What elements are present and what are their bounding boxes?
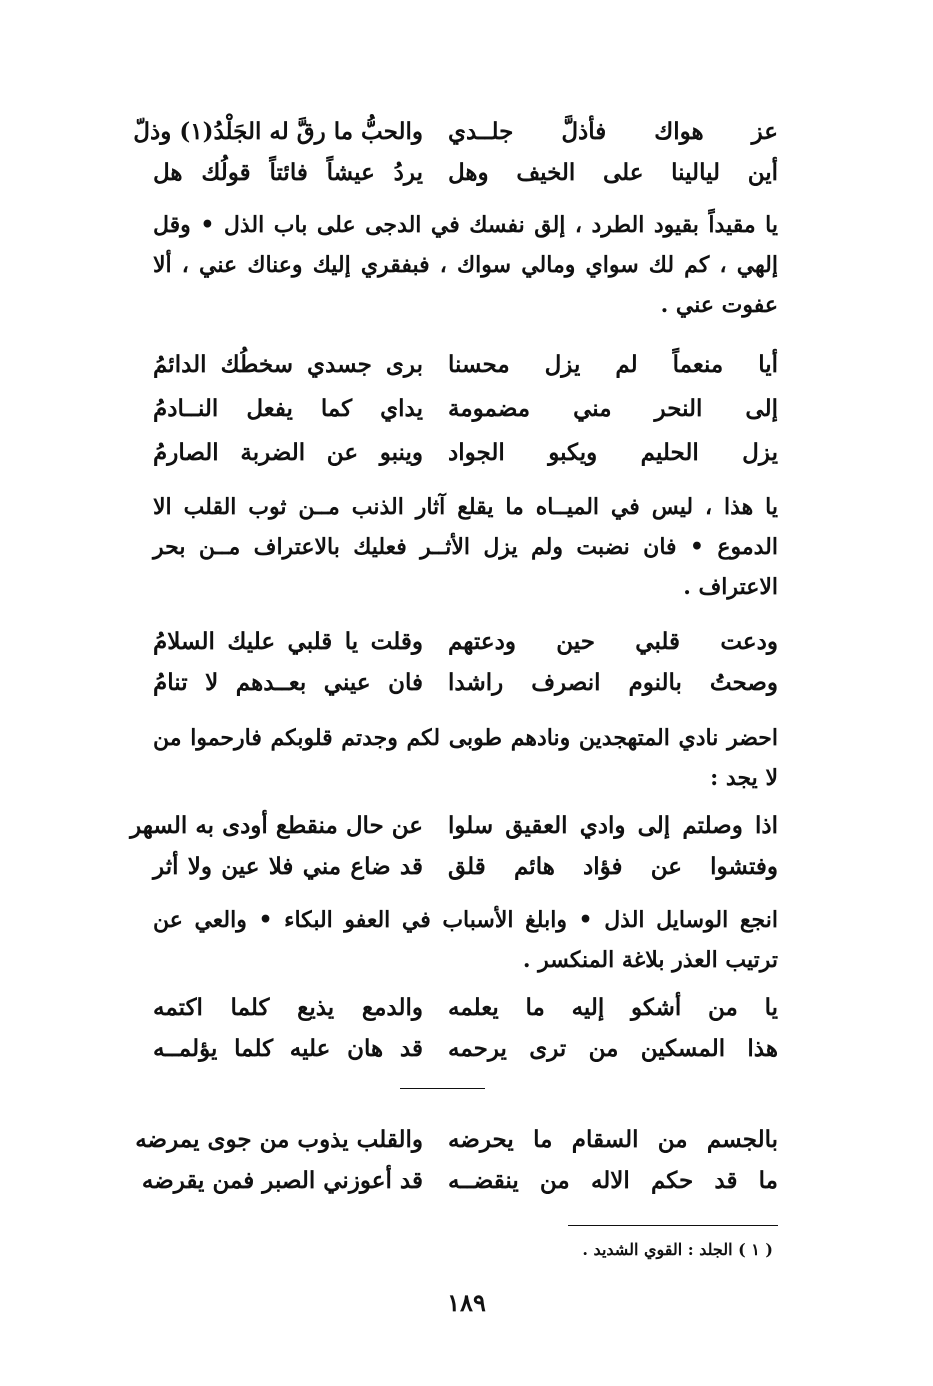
verse-hemistich-first: اذا وصلتم إلى وادي العقيق سلوا — [448, 812, 778, 839]
verse-hemistich-second: والقلب يذوب من جوى يمرضه — [135, 1126, 423, 1153]
verse-hemistich-second: يداي كما يفعل النــادمُ — [153, 395, 423, 422]
verse-line — [153, 389, 778, 429]
verse-hemistich-first: إلى النحر مني مضمومة — [448, 395, 778, 422]
verse-hemistich-second: قد هان عليه كلما يؤلمــه — [153, 1035, 423, 1062]
verse-line — [153, 663, 778, 703]
verse-hemistich-first: وفتشوا عن فؤاد هائم قلق — [448, 853, 778, 880]
prose-paragraph: انجع الوسايل الذل • وابلغ الأسباب في العفو البكاء • والعي عن ترتيب العذر بلاغة المنكسر . — [153, 907, 778, 973]
verse-line — [130, 806, 778, 846]
prose-paragraph: احضر نادي المتهجدين ونادهم طوبى لكم وجدتم قلوبكم فارحموا من لا يجد : — [153, 725, 778, 791]
verse-hemistich-second: والدمع يذيع كلما اكتمه — [153, 994, 423, 1021]
verse-hemistich-second: عن حال منقطع أودى به السهر — [130, 812, 423, 839]
verse-line — [153, 988, 778, 1028]
verse-line — [135, 1120, 778, 1160]
verse-hemistich-second: يردُ عيشاً فائتاً قولُك هل — [153, 159, 423, 186]
verse-hemistich-first: أيا منعماً لم يزل محسنا — [448, 351, 778, 378]
verse-hemistich-first: أين ليالينا على الخيف وهل — [448, 159, 778, 186]
verse-hemistich-first: بالجسم من السقام ما يحرضه — [448, 1126, 778, 1153]
footnote-divider — [568, 1225, 778, 1226]
verse-hemistich-first: هذا المسكين من ترى يرحمه — [448, 1035, 778, 1062]
verse-hemistich-second: وينبو عن الضربة الصارمُ — [153, 439, 423, 466]
verse-line — [153, 433, 778, 473]
verse-hemistich-first: عز هواك فأذلَّ جلــدي — [448, 118, 778, 145]
prose-paragraph: يا هذا ، ليس في الميــاه ما يقلع آثار الذنب مــن ثوب القلب الا الدموع • فان نضبت ولم يزل الأثــر فعليك بالاعتراف مــن بحر الاعتراف . — [153, 494, 778, 600]
verse-line — [153, 847, 778, 887]
verse-hemistich-second: والحبُّ ما رقَّ له الجَلْدُ(١) وذلّ — [133, 118, 423, 145]
verse-line — [133, 112, 778, 152]
verse-line — [141, 1161, 778, 1201]
verse-hemistich-second: فان عيني بعــدهم لا تنامُ — [153, 669, 423, 696]
verse-hemistich-second: وقلت يا قلبي عليك السلامُ — [153, 628, 423, 655]
prose-paragraph: يا مقيداً بقيود الطرد ، إلق نفسك في الدجى على باب الذل • وقل إلهي ، كم لك سواي ومالي سواك ، فبفقري إليك وعناك عني ، ألا عفوت عني . — [153, 212, 778, 318]
section-divider — [400, 1088, 485, 1089]
page-number: ١٨٩ — [447, 1288, 486, 1317]
verse-hemistich-second: قد أعوزني الصبر فمن يقرضه — [141, 1167, 423, 1194]
verse-line — [153, 1029, 778, 1069]
verse-line — [153, 622, 778, 662]
verse-hemistich-first: يا من أشكو إليه ما يعلمه — [448, 994, 778, 1021]
verse-hemistich-second: قد ضاع مني فلا عين ولا أثر — [153, 853, 423, 880]
verse-hemistich-first: وصحتُ بالنوم انصرف راشدا — [448, 669, 778, 696]
footnote: ( ١ ) الجلد : القوي الشديد . — [582, 1240, 773, 1259]
verse-line — [153, 345, 778, 385]
verse-line — [153, 153, 778, 193]
verse-hemistich-first: ودعت قلبي حين ودعتهم — [448, 628, 778, 655]
verse-hemistich-second: برى جسدي سخطُك الدائمُ — [153, 351, 423, 378]
verse-hemistich-first: ما قد حكم الاله من ينقضــه — [448, 1167, 778, 1194]
verse-hemistich-first: يزل الحليم ويكبو الجواد — [448, 439, 778, 466]
